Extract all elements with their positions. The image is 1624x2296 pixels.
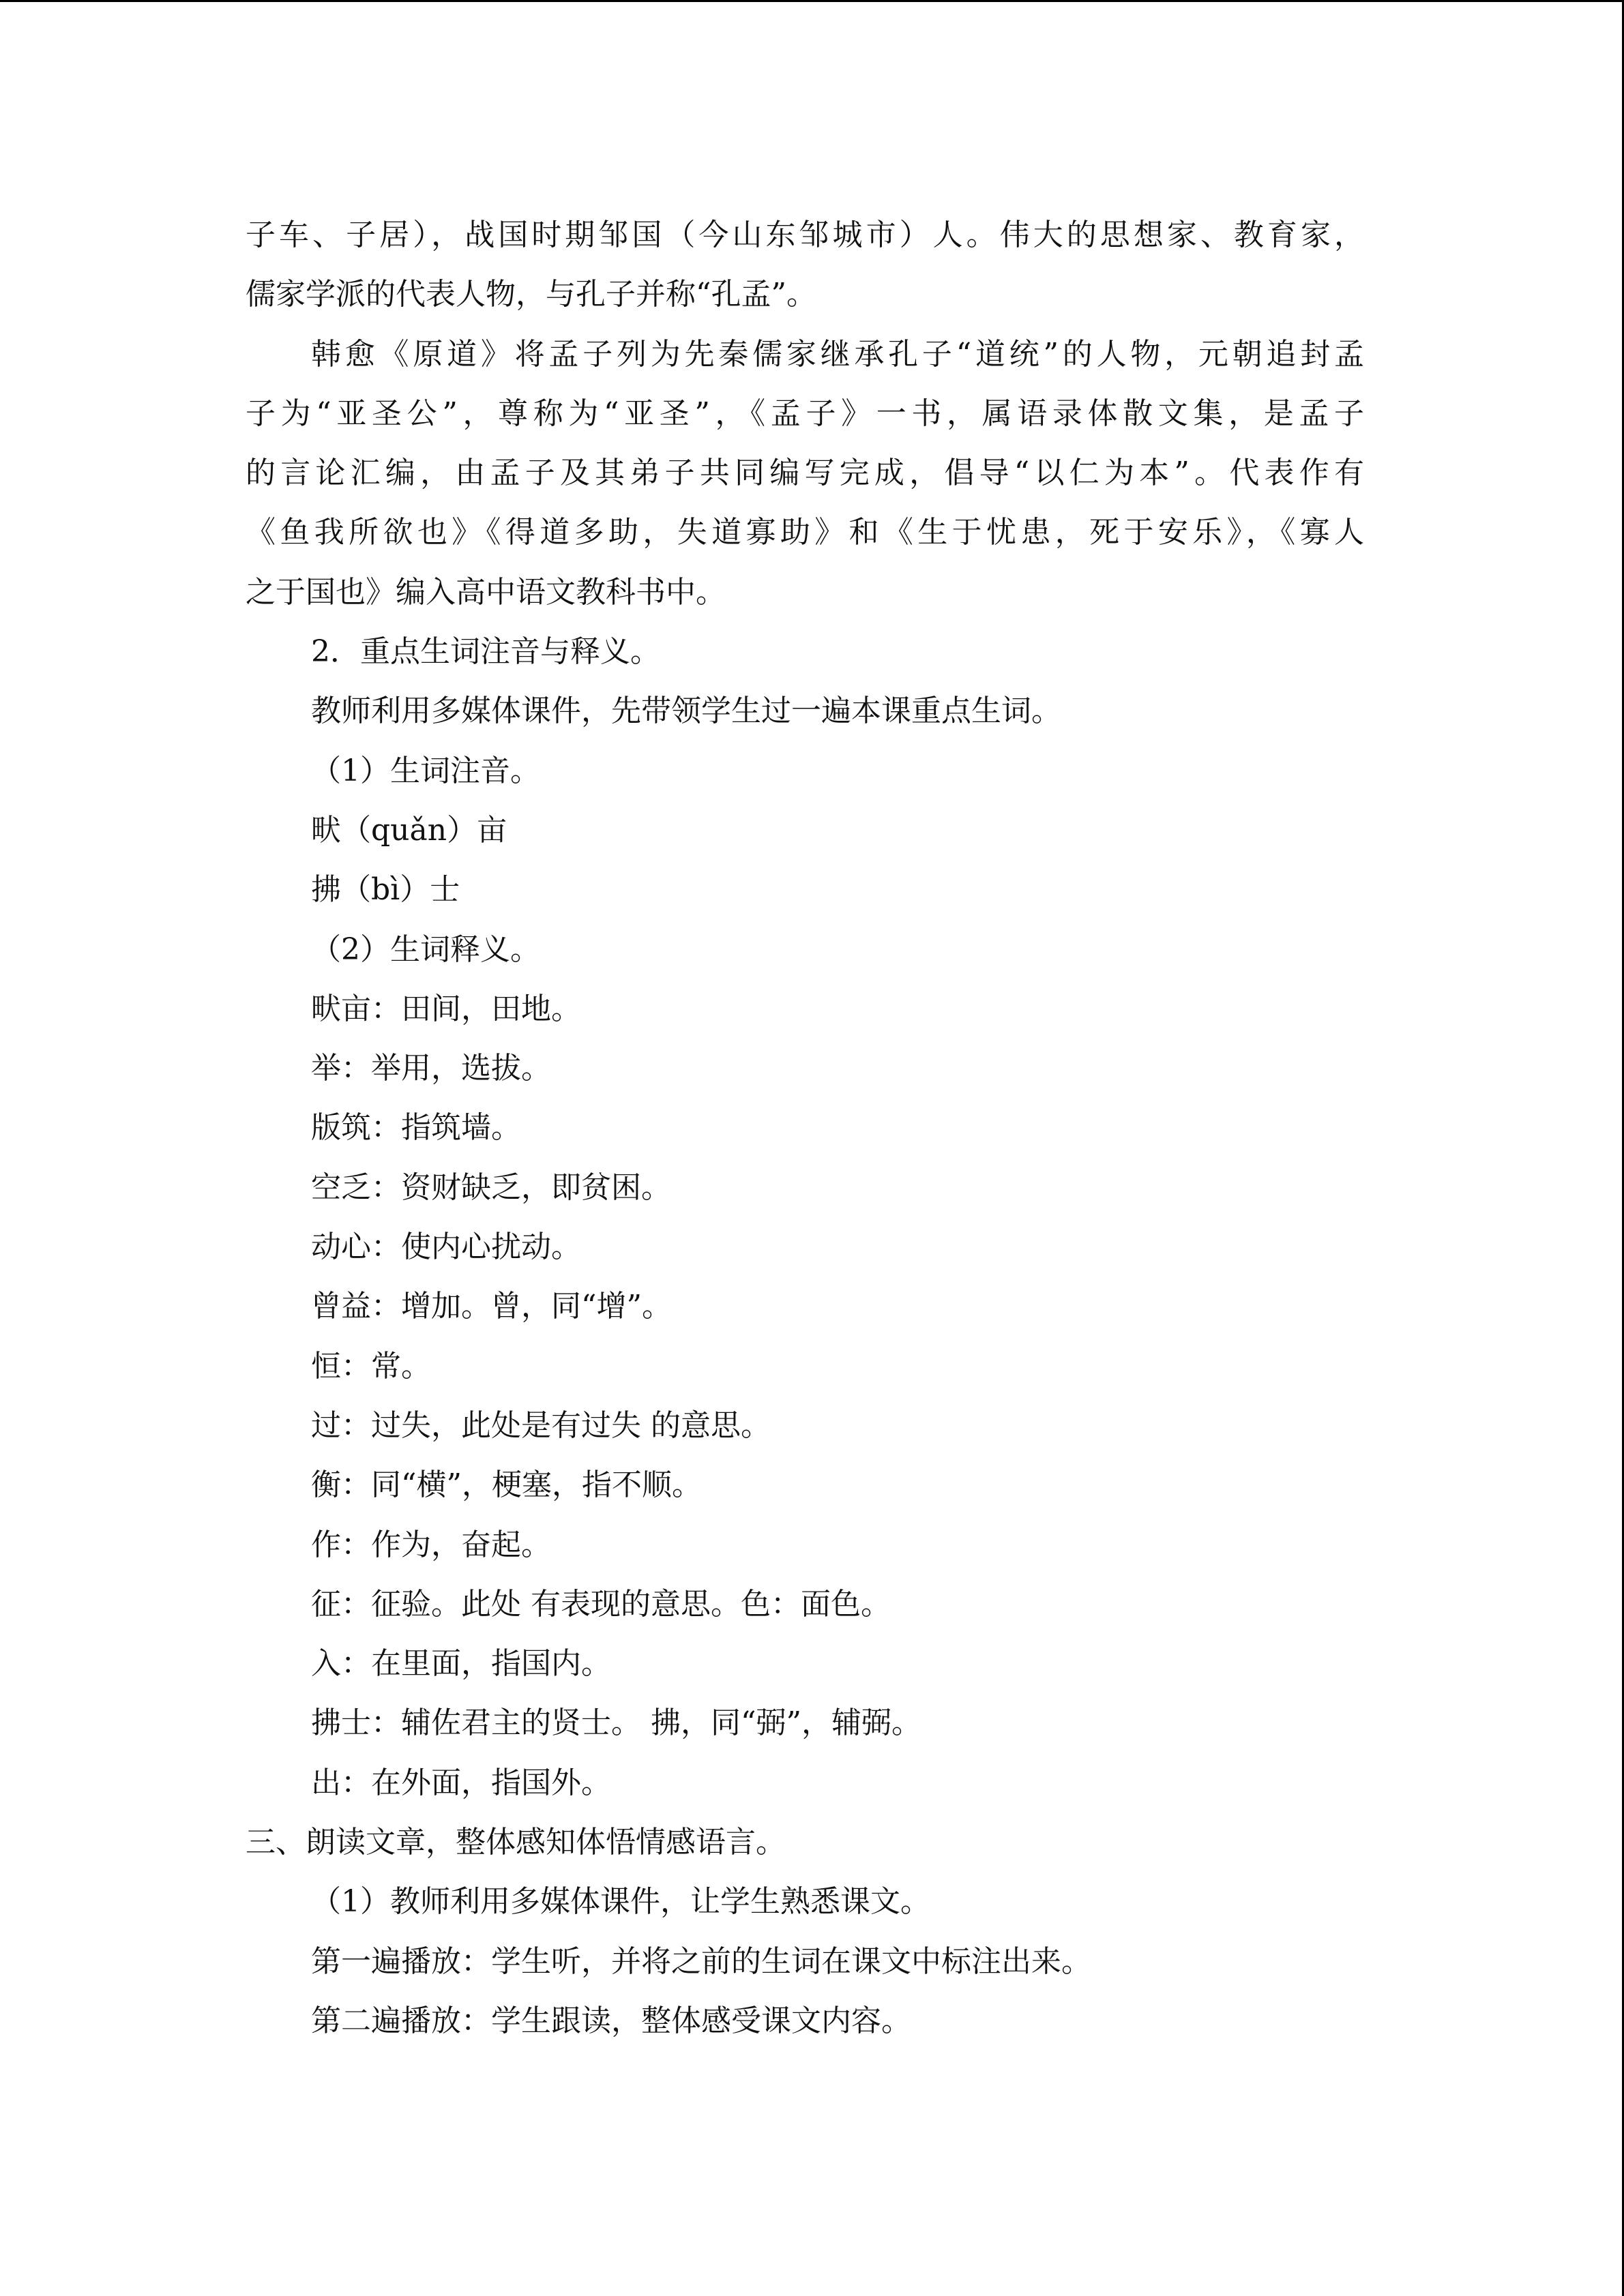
intro-line-2: 儒家学派的代表人物，与孔子并称“孔孟”。 — [246, 277, 816, 312]
definition-heading: （2）生词释义。 — [311, 931, 540, 967]
definition-item: 过：过失，此处是有过失 的意思。 — [311, 1407, 771, 1443]
definition-item: 拂士：辅佐君主的贤士。 拂，同“弼”，辅弼。 — [311, 1705, 921, 1741]
vocab-intro: 教师利用多媒体课件，先带领学生过一遍本课重点生词。 — [311, 694, 1061, 729]
bio-line-4: 《鱼我所欲也》《得道多助，失道寡助》和《生于忧患，死于安乐》，《寡人 — [246, 515, 1364, 550]
definition-item: 举：举用，选拔。 — [311, 1051, 551, 1086]
bio-line-2: 子为“亚圣公”，尊称为“亚圣”，《孟子》一书，属语录体散文集，是孟子 — [246, 396, 1364, 431]
definition-item: 动心：使内心扰动。 — [311, 1229, 581, 1265]
definition-item: 版筑：指筑墙。 — [311, 1110, 521, 1146]
definition-item: 空乏：资财缺乏，即贫困。 — [311, 1169, 671, 1205]
intro-line-1: 子车、子居），战国时期邹国（今山东邹城市）人。伟大的思想家、教育家， — [246, 218, 1364, 252]
definition-item: 入：在里面，指国内。 — [311, 1646, 611, 1682]
pinyin-heading: （1）生词注音。 — [311, 753, 540, 788]
definition-item: 曾益：增加。曾，同“增”。 — [311, 1289, 672, 1324]
section-3-step-1: （1）教师利用多媒体课件，让学生熟悉课文。 — [311, 1884, 930, 1920]
bio-line-1: 韩愈《原道》将孟子列为先秦儒家继承孔子“道统”的人物，元朝追封孟 — [311, 336, 1364, 372]
definition-item: 畎亩：田间，田地。 — [311, 991, 581, 1026]
pinyin-item: 拂（bì）士 — [311, 872, 460, 908]
bio-line-3: 的言论汇编，由孟子及其弟子共同编写完成，倡导“以仁为本”。代表作有 — [246, 456, 1364, 491]
section-3-play-2: 第二遍播放：学生跟读，整体感受课文内容。 — [311, 2003, 911, 2038]
document-body — [246, 205, 1364, 2051]
pinyin-item: 畎（quǎn）亩 — [311, 812, 507, 848]
definition-item: 衡：同“横”，梗塞，指不顺。 — [311, 1467, 702, 1503]
bio-line-5: 之于国也》编入高中语文教科书中。 — [246, 574, 726, 610]
vocab-heading: 2．重点生词注音与释义。 — [311, 634, 660, 670]
definition-item: 征：征验。此处 有表现的意思。色：面色。 — [311, 1586, 891, 1622]
section-3-heading: 三、朗读文章，整体感知体悟情感语言。 — [246, 1825, 786, 1860]
section-3-play-1: 第一遍播放：学生听，并将之前的生词在课文中标注出来。 — [311, 1943, 1091, 1979]
definition-item: 恒：常。 — [311, 1348, 431, 1384]
definition-item: 出：在外面，指国外。 — [311, 1765, 611, 1800]
definition-item: 作：作为，奋起。 — [311, 1527, 551, 1562]
